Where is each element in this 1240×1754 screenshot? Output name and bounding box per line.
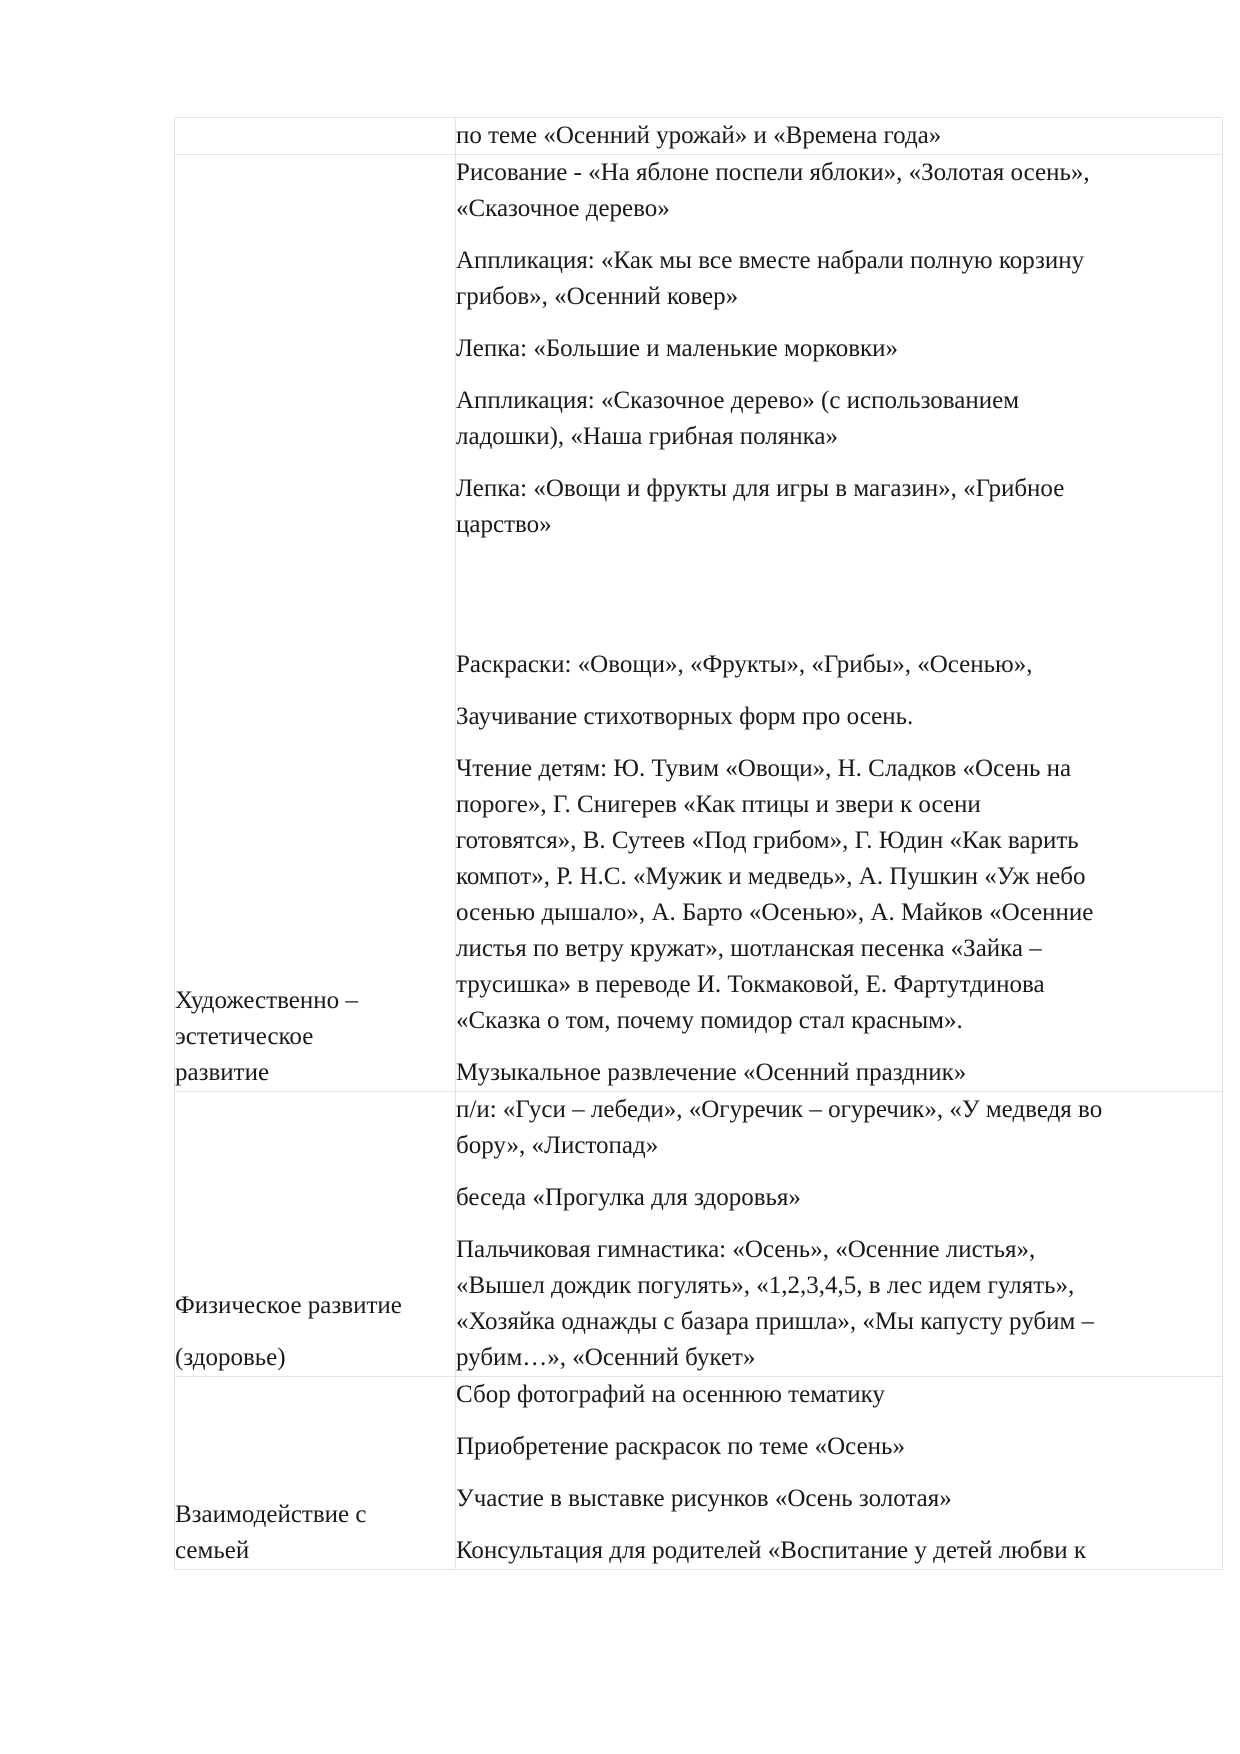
blank-space	[456, 559, 1222, 647]
area-label: Физическое развитие	[175, 1292, 402, 1319]
activity-item: Музыкальное развлечение «Осенний праздник»	[456, 1059, 967, 1086]
area-cell	[175, 1377, 456, 1570]
plan-table	[174, 117, 1223, 1570]
activity-item: Чтение детям: Ю. Тувим «Овощи», Н. Сладков «Осень на пороге», Г. Снигерев «Как птицы и звери к осени готовятся», В. Сутеев «Под грибом», Г. Юдин «Как варить компот», Р. Н.С. «Мужик и медведь», А. Пушкин «Уж небо осенью дышало», А. Барто «Осенью», А. Майков «Осенние листья по ветру кружат», шотланская песенка «Зайка – трусишка» в переводе И. Токмаковой, Е. Фартутдинова «Сказка о том, почему помидор стал красным».	[456, 755, 1094, 1034]
table-row	[175, 155, 1223, 1092]
activity-item: Консультация для родителей «Воспитание у детей любви к	[456, 1537, 1087, 1564]
activity-item: Лепка: «Большие и маленькие морковки»	[456, 335, 899, 362]
table-row	[175, 1377, 1223, 1570]
activity-item: Рисование - «На яблоне поспели яблоки», «Золотая осень», «Сказочное дерево»	[456, 159, 1090, 222]
area-cell	[175, 118, 456, 155]
area-cell	[175, 155, 456, 1092]
area-label: Взаимодействие с семьей	[175, 1501, 367, 1564]
activity-item: Аппликация: «Сказочное дерево» (с использованием ладошки), «Наша грибная полянка»	[456, 387, 1020, 450]
activity-item: Раскраски: «Овощи», «Фрукты», «Грибы», «Осенью»,	[456, 651, 1033, 678]
area-cell	[175, 1092, 456, 1377]
activities-cell	[456, 1377, 1223, 1570]
activities-cell	[456, 155, 1223, 1092]
activity-item: п/и: «Гуси – лебеди», «Огуречик – огуречик», «У медведя во бору», «Листопад»	[456, 1096, 1103, 1159]
activity-item: Приобретение раскрасок по теме «Осень»	[456, 1433, 905, 1460]
activity-item: Аппликация: «Как мы все вместе набрали полную корзину грибов», «Осенний ковер»	[456, 247, 1085, 310]
activities-cell	[456, 1092, 1223, 1377]
activities-cell	[456, 118, 1223, 155]
activity-item: беседа «Прогулка для здоровья»	[456, 1184, 801, 1211]
area-sublabel: (здоровье)	[175, 1344, 286, 1371]
activity-item: Заучивание стихотворных форм про осень.	[456, 703, 914, 730]
area-label: Художественно – эстетическое развитие	[175, 987, 358, 1086]
activity-item: по теме «Осенний урожай» и «Времена года»	[456, 122, 942, 149]
activity-item: Сбор фотографий на осеннюю тематику	[456, 1381, 885, 1408]
table-row	[175, 118, 1223, 155]
table-row	[175, 1092, 1223, 1377]
activity-item: Лепка: «Овощи и фрукты для игры в магазин», «Грибное царство»	[456, 475, 1065, 538]
activity-item: Участие в выставке рисунков «Осень золотая»	[456, 1485, 952, 1512]
activity-item: Пальчиковая гимнастика: «Осень», «Осенние листья», «Вышел дождик погулять», «1,2,3,4,5, в лес идем гулять», «Хозяйка однажды с базара пришла», «Мы капусту рубим – рубим…», «Осенний букет»	[456, 1236, 1095, 1371]
